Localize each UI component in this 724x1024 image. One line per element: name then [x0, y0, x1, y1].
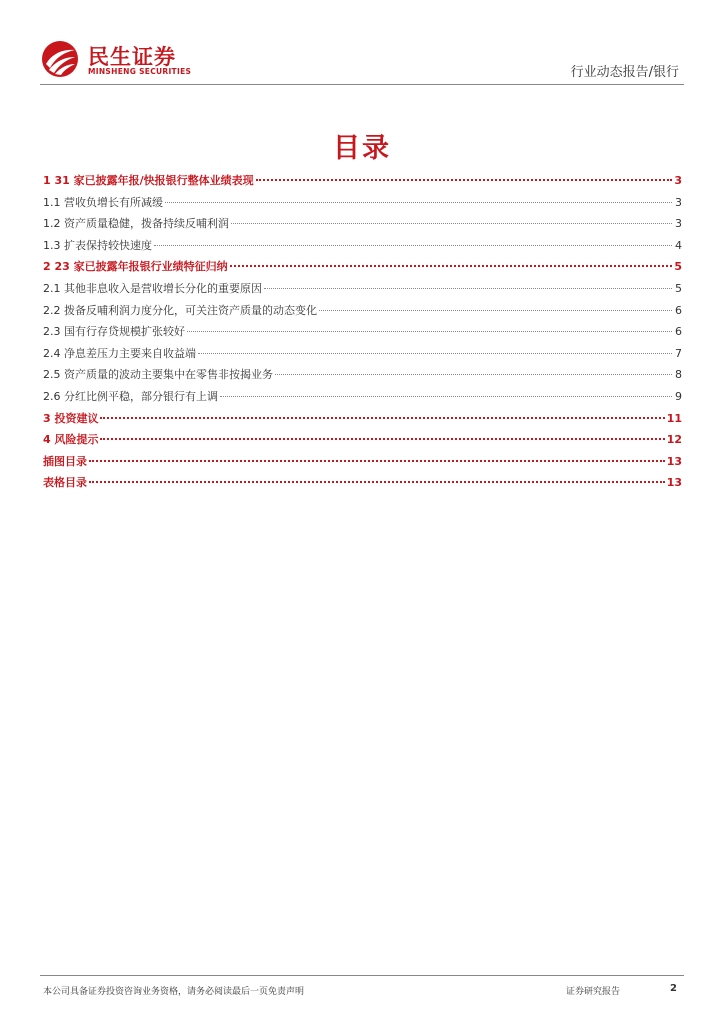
toc-entry-page: 5	[674, 260, 682, 274]
toc-entry-page: 6	[675, 325, 682, 339]
toc-dot-leader	[165, 202, 672, 203]
toc-entry-page: 8	[675, 368, 682, 382]
toc-section-link[interactable]	[43, 172, 682, 194]
toc-section-link[interactable]	[43, 410, 682, 432]
toc-entry-label: 2.2 拨备反哺利润力度分化，可关注资产质量的动态变化	[43, 303, 317, 317]
toc-dot-leader	[100, 438, 664, 440]
toc-dot-leader	[154, 245, 672, 246]
toc-dot-leader	[100, 417, 664, 419]
toc-entry-page: 3	[674, 174, 682, 187]
toc-subsection-link[interactable]	[43, 194, 682, 216]
page-header	[0, 0, 724, 88]
toc-entry-label: 1.3 扩表保持较快速度	[43, 238, 152, 252]
toc-entry-page: 9	[675, 389, 682, 403]
toc-entry-page: 11	[666, 411, 682, 425]
toc-dot-leader	[264, 288, 672, 289]
toc-dot-leader	[256, 179, 672, 181]
logo-english-name: MINSHENG SECURITIES	[88, 67, 192, 76]
toc-subsection-link[interactable]	[43, 215, 682, 237]
toc-entry-page: 13	[666, 476, 682, 490]
toc-dot-leader	[89, 460, 665, 462]
toc-subsection-link[interactable]	[43, 388, 682, 410]
footer-divider	[40, 975, 684, 976]
toc-title: 目录	[333, 133, 391, 164]
toc-dot-leader	[198, 353, 672, 354]
toc-entry-page: 12	[666, 433, 682, 447]
toc-entry-page: 5	[675, 281, 682, 295]
toc-entry-label: 2 23 家已披露年报银行业绩特征归纳	[43, 260, 228, 274]
toc-entry-label: 2.3 国有行存贷规模扩张较好	[43, 325, 185, 339]
toc-dot-leader	[230, 265, 672, 267]
toc-section-link[interactable]	[43, 474, 682, 496]
toc-entry-label: 插图目录	[43, 454, 87, 468]
toc-subsection-link[interactable]	[43, 366, 682, 388]
toc-section-link[interactable]	[43, 431, 682, 453]
toc-entry-label: 2.4 净息差压力主要来自收益端	[43, 346, 196, 360]
toc-dot-leader	[275, 374, 672, 375]
toc-subsection-link[interactable]	[43, 280, 682, 302]
toc-dot-leader	[220, 396, 672, 397]
toc-entry-label: 3 投资建议	[43, 411, 99, 425]
footer-disclaimer: 本公司具备证券投资咨询业务资格，请务必阅读最后一页免责声明	[43, 987, 305, 997]
toc-entry-page: 13	[666, 454, 682, 468]
toc-entry-page: 3	[675, 195, 682, 209]
toc-subsection-link[interactable]	[43, 237, 682, 259]
minsheng-logo	[40, 40, 230, 80]
toc-entry-label: 1 31 家已披露年报/快报银行整体业绩表现	[43, 174, 254, 187]
toc-entry-label: 4 风险提示	[43, 433, 99, 447]
toc-dot-leader	[89, 481, 665, 483]
toc-section-link[interactable]	[43, 453, 682, 475]
footer-page-number: 2	[670, 983, 677, 994]
toc-entry-page: 4	[675, 238, 682, 252]
toc-entry-label: 1.2 资产质量稳健，拨备持续反哺利润	[43, 217, 229, 231]
minsheng-logo-mark-icon	[40, 40, 80, 78]
footer-document-kind: 证券研究报告	[566, 987, 621, 997]
toc-dot-leader	[231, 223, 672, 224]
logo-chinese-name: 民生证券	[88, 45, 176, 69]
toc-entry-label: 2.6 分红比例平稳，部分银行有上调	[43, 389, 218, 403]
toc-dot-leader	[187, 331, 672, 332]
toc-entry-label: 表格目录	[43, 476, 87, 490]
toc-section-link[interactable]	[43, 258, 682, 280]
toc-subsection-link[interactable]	[43, 323, 682, 345]
toc-entry-page: 3	[675, 217, 682, 231]
toc-subsection-link[interactable]	[43, 302, 682, 324]
toc-subsection-link[interactable]	[43, 345, 682, 367]
toc-entry-label: 2.1 其他非息收入是营收增长分化的重要原因	[43, 281, 262, 295]
table-of-contents	[43, 172, 682, 496]
toc-entry-page: 7	[675, 346, 682, 360]
toc-entry-label: 2.5 资产质量的波动主要集中在零售非按揭业务	[43, 368, 273, 382]
header-divider	[40, 84, 684, 85]
toc-entry-label: 1.1 营收负增长有所减缓	[43, 195, 163, 209]
toc-entry-page: 6	[675, 303, 682, 317]
report-type-label: 行业动态报告/银行	[570, 65, 679, 80]
toc-dot-leader	[319, 310, 672, 311]
